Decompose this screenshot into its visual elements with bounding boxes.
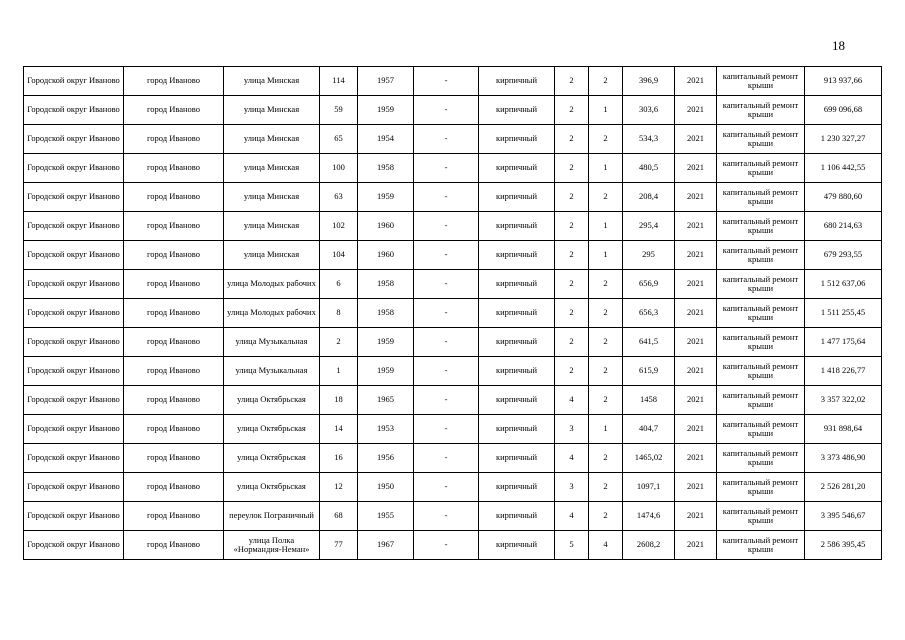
- house-number-cell: 59: [320, 96, 358, 125]
- work-year-cell: 2021: [675, 357, 717, 386]
- area-cell: 295,4: [623, 212, 675, 241]
- area-cell: 404,7: [623, 415, 675, 444]
- wall-material-cell: кирпичный: [479, 328, 555, 357]
- floors-cell: 4: [555, 444, 589, 473]
- entrances-cell: 2: [589, 502, 623, 531]
- year-built-cell: 1956: [358, 444, 414, 473]
- year-built-cell: 1957: [358, 67, 414, 96]
- wall-material-cell: кирпичный: [479, 531, 555, 560]
- year-built-cell: 1958: [358, 299, 414, 328]
- cost-cell: 699 096,68: [805, 96, 882, 125]
- street-cell: улица Минская: [224, 241, 320, 270]
- municipality-cell: Городской округ Иваново: [24, 328, 124, 357]
- year-built-cell: 1959: [358, 96, 414, 125]
- year-renovated-cell: -: [414, 270, 479, 299]
- floors-cell: 2: [555, 357, 589, 386]
- street-cell: улица Октябрьская: [224, 415, 320, 444]
- floors-cell: 2: [555, 212, 589, 241]
- area-cell: 1474,6: [623, 502, 675, 531]
- year-built-cell: 1953: [358, 415, 414, 444]
- year-built-cell: 1960: [358, 212, 414, 241]
- cost-cell: 913 937,66: [805, 67, 882, 96]
- area-cell: 1465,02: [623, 444, 675, 473]
- cost-cell: 479 880,60: [805, 183, 882, 212]
- wall-material-cell: кирпичный: [479, 67, 555, 96]
- entrances-cell: 2: [589, 357, 623, 386]
- table-row: [24, 357, 882, 386]
- work-year-cell: 2021: [675, 299, 717, 328]
- table-row: [24, 299, 882, 328]
- floors-cell: 2: [555, 299, 589, 328]
- house-number-cell: 77: [320, 531, 358, 560]
- municipality-cell: Городской округ Иваново: [24, 212, 124, 241]
- wall-material-cell: кирпичный: [479, 444, 555, 473]
- area-cell: 656,3: [623, 299, 675, 328]
- street-cell: улица Молодых рабочих: [224, 299, 320, 328]
- year-built-cell: 1959: [358, 183, 414, 212]
- entrances-cell: 1: [589, 96, 623, 125]
- year-renovated-cell: -: [414, 241, 479, 270]
- table-row: [24, 473, 882, 502]
- floors-cell: 4: [555, 502, 589, 531]
- cost-cell: 3 395 546,67: [805, 502, 882, 531]
- table-row: [24, 125, 882, 154]
- housing-register-table: [23, 66, 882, 560]
- street-cell: улица Минская: [224, 183, 320, 212]
- work-year-cell: 2021: [675, 125, 717, 154]
- street-cell: улица Октябрьская: [224, 386, 320, 415]
- year-built-cell: 1960: [358, 241, 414, 270]
- entrances-cell: 1: [589, 154, 623, 183]
- house-number-cell: 68: [320, 502, 358, 531]
- cost-cell: 1 230 327,27: [805, 125, 882, 154]
- area-cell: 641,5: [623, 328, 675, 357]
- area-cell: 656,9: [623, 270, 675, 299]
- entrances-cell: 1: [589, 241, 623, 270]
- settlement-cell: город Иваново: [124, 386, 224, 415]
- municipality-cell: Городской округ Иваново: [24, 96, 124, 125]
- municipality-cell: Городской округ Иваново: [24, 270, 124, 299]
- year-renovated-cell: -: [414, 212, 479, 241]
- settlement-cell: город Иваново: [124, 502, 224, 531]
- year-renovated-cell: -: [414, 415, 479, 444]
- floors-cell: 2: [555, 96, 589, 125]
- area-cell: 2608,2: [623, 531, 675, 560]
- municipality-cell: Городской округ Иваново: [24, 125, 124, 154]
- house-number-cell: 65: [320, 125, 358, 154]
- work-type-cell: капитальный ремонт крыши: [717, 386, 805, 415]
- street-cell: улица Полка «Нормандия-Неман»: [224, 531, 320, 560]
- house-number-cell: 1: [320, 357, 358, 386]
- house-number-cell: 14: [320, 415, 358, 444]
- cost-cell: 1 418 226,77: [805, 357, 882, 386]
- work-year-cell: 2021: [675, 270, 717, 299]
- entrances-cell: 2: [589, 67, 623, 96]
- work-type-cell: капитальный ремонт крыши: [717, 241, 805, 270]
- settlement-cell: город Иваново: [124, 415, 224, 444]
- municipality-cell: Городской округ Иваново: [24, 531, 124, 560]
- house-number-cell: 114: [320, 67, 358, 96]
- house-number-cell: 102: [320, 212, 358, 241]
- street-cell: улица Музыкальная: [224, 357, 320, 386]
- house-number-cell: 2: [320, 328, 358, 357]
- entrances-cell: 1: [589, 415, 623, 444]
- municipality-cell: Городской округ Иваново: [24, 183, 124, 212]
- year-built-cell: 1954: [358, 125, 414, 154]
- table-row: [24, 212, 882, 241]
- settlement-cell: город Иваново: [124, 241, 224, 270]
- house-number-cell: 100: [320, 154, 358, 183]
- street-cell: переулок Пограничный: [224, 502, 320, 531]
- settlement-cell: город Иваново: [124, 444, 224, 473]
- settlement-cell: город Иваново: [124, 67, 224, 96]
- municipality-cell: Городской округ Иваново: [24, 357, 124, 386]
- house-number-cell: 8: [320, 299, 358, 328]
- work-year-cell: 2021: [675, 154, 717, 183]
- work-year-cell: 2021: [675, 531, 717, 560]
- table-row: [24, 270, 882, 299]
- year-renovated-cell: -: [414, 444, 479, 473]
- work-type-cell: капитальный ремонт крыши: [717, 212, 805, 241]
- work-year-cell: 2021: [675, 183, 717, 212]
- settlement-cell: город Иваново: [124, 357, 224, 386]
- entrances-cell: 2: [589, 444, 623, 473]
- year-renovated-cell: -: [414, 299, 479, 328]
- municipality-cell: Городской округ Иваново: [24, 444, 124, 473]
- table-row: [24, 444, 882, 473]
- settlement-cell: город Иваново: [124, 473, 224, 502]
- work-year-cell: 2021: [675, 386, 717, 415]
- wall-material-cell: кирпичный: [479, 125, 555, 154]
- area-cell: 295: [623, 241, 675, 270]
- table-row: [24, 502, 882, 531]
- year-renovated-cell: -: [414, 502, 479, 531]
- entrances-cell: 2: [589, 328, 623, 357]
- table-row: [24, 386, 882, 415]
- wall-material-cell: кирпичный: [479, 96, 555, 125]
- year-built-cell: 1959: [358, 328, 414, 357]
- wall-material-cell: кирпичный: [479, 270, 555, 299]
- entrances-cell: 2: [589, 386, 623, 415]
- wall-material-cell: кирпичный: [479, 415, 555, 444]
- cost-cell: 1 511 255,45: [805, 299, 882, 328]
- work-type-cell: капитальный ремонт крыши: [717, 183, 805, 212]
- municipality-cell: Городской округ Иваново: [24, 473, 124, 502]
- year-renovated-cell: -: [414, 154, 479, 183]
- area-cell: 208,4: [623, 183, 675, 212]
- year-renovated-cell: -: [414, 531, 479, 560]
- table-row: [24, 183, 882, 212]
- table-row: [24, 328, 882, 357]
- settlement-cell: город Иваново: [124, 328, 224, 357]
- cost-cell: 1 106 442,55: [805, 154, 882, 183]
- street-cell: улица Минская: [224, 96, 320, 125]
- year-renovated-cell: -: [414, 328, 479, 357]
- work-type-cell: капитальный ремонт крыши: [717, 531, 805, 560]
- street-cell: улица Октябрьская: [224, 444, 320, 473]
- floors-cell: 3: [555, 473, 589, 502]
- entrances-cell: 2: [589, 299, 623, 328]
- house-number-cell: 12: [320, 473, 358, 502]
- floors-cell: 2: [555, 67, 589, 96]
- wall-material-cell: кирпичный: [479, 212, 555, 241]
- work-year-cell: 2021: [675, 444, 717, 473]
- work-year-cell: 2021: [675, 96, 717, 125]
- settlement-cell: город Иваново: [124, 183, 224, 212]
- street-cell: улица Минская: [224, 154, 320, 183]
- cost-cell: 2 586 395,45: [805, 531, 882, 560]
- year-renovated-cell: -: [414, 357, 479, 386]
- year-built-cell: 1967: [358, 531, 414, 560]
- work-year-cell: 2021: [675, 415, 717, 444]
- area-cell: 615,9: [623, 357, 675, 386]
- year-built-cell: 1958: [358, 154, 414, 183]
- cost-cell: 680 214,63: [805, 212, 882, 241]
- entrances-cell: 1: [589, 212, 623, 241]
- settlement-cell: город Иваново: [124, 531, 224, 560]
- table-row: [24, 154, 882, 183]
- area-cell: 1097,1: [623, 473, 675, 502]
- area-cell: 303,6: [623, 96, 675, 125]
- area-cell: 480,5: [623, 154, 675, 183]
- table-row: [24, 415, 882, 444]
- year-renovated-cell: -: [414, 67, 479, 96]
- floors-cell: 2: [555, 328, 589, 357]
- entrances-cell: 2: [589, 473, 623, 502]
- year-renovated-cell: -: [414, 96, 479, 125]
- floors-cell: 2: [555, 183, 589, 212]
- area-cell: 1458: [623, 386, 675, 415]
- wall-material-cell: кирпичный: [479, 357, 555, 386]
- page-number: 18: [832, 38, 845, 53]
- area-cell: 396,9: [623, 67, 675, 96]
- settlement-cell: город Иваново: [124, 270, 224, 299]
- year-renovated-cell: -: [414, 386, 479, 415]
- work-type-cell: капитальный ремонт крыши: [717, 96, 805, 125]
- street-cell: улица Минская: [224, 125, 320, 154]
- cost-cell: 3 373 486,90: [805, 444, 882, 473]
- work-type-cell: капитальный ремонт крыши: [717, 125, 805, 154]
- street-cell: улица Музыкальная: [224, 328, 320, 357]
- entrances-cell: 2: [589, 270, 623, 299]
- wall-material-cell: кирпичный: [479, 473, 555, 502]
- house-number-cell: 63: [320, 183, 358, 212]
- work-type-cell: капитальный ремонт крыши: [717, 154, 805, 183]
- table-row: [24, 531, 882, 560]
- work-type-cell: капитальный ремонт крыши: [717, 67, 805, 96]
- year-built-cell: 1959: [358, 357, 414, 386]
- year-built-cell: 1950: [358, 473, 414, 502]
- house-number-cell: 16: [320, 444, 358, 473]
- year-built-cell: 1958: [358, 270, 414, 299]
- floors-cell: 2: [555, 125, 589, 154]
- table-row: [24, 96, 882, 125]
- work-year-cell: 2021: [675, 241, 717, 270]
- cost-cell: 1 512 637,06: [805, 270, 882, 299]
- floors-cell: 4: [555, 386, 589, 415]
- year-renovated-cell: -: [414, 473, 479, 502]
- street-cell: улица Минская: [224, 212, 320, 241]
- municipality-cell: Городской округ Иваново: [24, 241, 124, 270]
- wall-material-cell: кирпичный: [479, 241, 555, 270]
- year-renovated-cell: -: [414, 125, 479, 154]
- work-type-cell: капитальный ремонт крыши: [717, 299, 805, 328]
- floors-cell: 2: [555, 154, 589, 183]
- wall-material-cell: кирпичный: [479, 154, 555, 183]
- entrances-cell: 2: [589, 125, 623, 154]
- wall-material-cell: кирпичный: [479, 183, 555, 212]
- table-row: [24, 241, 882, 270]
- work-year-cell: 2021: [675, 473, 717, 502]
- settlement-cell: город Иваново: [124, 299, 224, 328]
- work-type-cell: капитальный ремонт крыши: [717, 502, 805, 531]
- work-year-cell: 2021: [675, 502, 717, 531]
- street-cell: улица Октябрьская: [224, 473, 320, 502]
- year-built-cell: 1955: [358, 502, 414, 531]
- floors-cell: 2: [555, 241, 589, 270]
- cost-cell: 931 898,64: [805, 415, 882, 444]
- work-type-cell: капитальный ремонт крыши: [717, 444, 805, 473]
- municipality-cell: Городской округ Иваново: [24, 386, 124, 415]
- work-year-cell: 2021: [675, 328, 717, 357]
- settlement-cell: город Иваново: [124, 212, 224, 241]
- municipality-cell: Городской округ Иваново: [24, 154, 124, 183]
- wall-material-cell: кирпичный: [479, 299, 555, 328]
- cost-cell: 3 357 322,02: [805, 386, 882, 415]
- floors-cell: 3: [555, 415, 589, 444]
- wall-material-cell: кирпичный: [479, 502, 555, 531]
- entrances-cell: 4: [589, 531, 623, 560]
- work-type-cell: капитальный ремонт крыши: [717, 473, 805, 502]
- work-type-cell: капитальный ремонт крыши: [717, 357, 805, 386]
- floors-cell: 2: [555, 270, 589, 299]
- house-number-cell: 104: [320, 241, 358, 270]
- area-cell: 534,3: [623, 125, 675, 154]
- year-built-cell: 1965: [358, 386, 414, 415]
- settlement-cell: город Иваново: [124, 125, 224, 154]
- street-cell: улица Молодых рабочих: [224, 270, 320, 299]
- municipality-cell: Городской округ Иваново: [24, 67, 124, 96]
- work-year-cell: 2021: [675, 67, 717, 96]
- table-body: [24, 67, 882, 560]
- municipality-cell: Городской округ Иваново: [24, 299, 124, 328]
- house-number-cell: 18: [320, 386, 358, 415]
- work-type-cell: капитальный ремонт крыши: [717, 415, 805, 444]
- municipality-cell: Городской округ Иваново: [24, 502, 124, 531]
- wall-material-cell: кирпичный: [479, 386, 555, 415]
- settlement-cell: город Иваново: [124, 96, 224, 125]
- house-number-cell: 6: [320, 270, 358, 299]
- cost-cell: 2 526 281,20: [805, 473, 882, 502]
- year-renovated-cell: -: [414, 183, 479, 212]
- municipality-cell: Городской округ Иваново: [24, 415, 124, 444]
- settlement-cell: город Иваново: [124, 154, 224, 183]
- cost-cell: 679 293,55: [805, 241, 882, 270]
- table-row: [24, 67, 882, 96]
- floors-cell: 5: [555, 531, 589, 560]
- cost-cell: 1 477 175,64: [805, 328, 882, 357]
- entrances-cell: 2: [589, 183, 623, 212]
- work-year-cell: 2021: [675, 212, 717, 241]
- work-type-cell: капитальный ремонт крыши: [717, 270, 805, 299]
- street-cell: улица Минская: [224, 67, 320, 96]
- work-type-cell: капитальный ремонт крыши: [717, 328, 805, 357]
